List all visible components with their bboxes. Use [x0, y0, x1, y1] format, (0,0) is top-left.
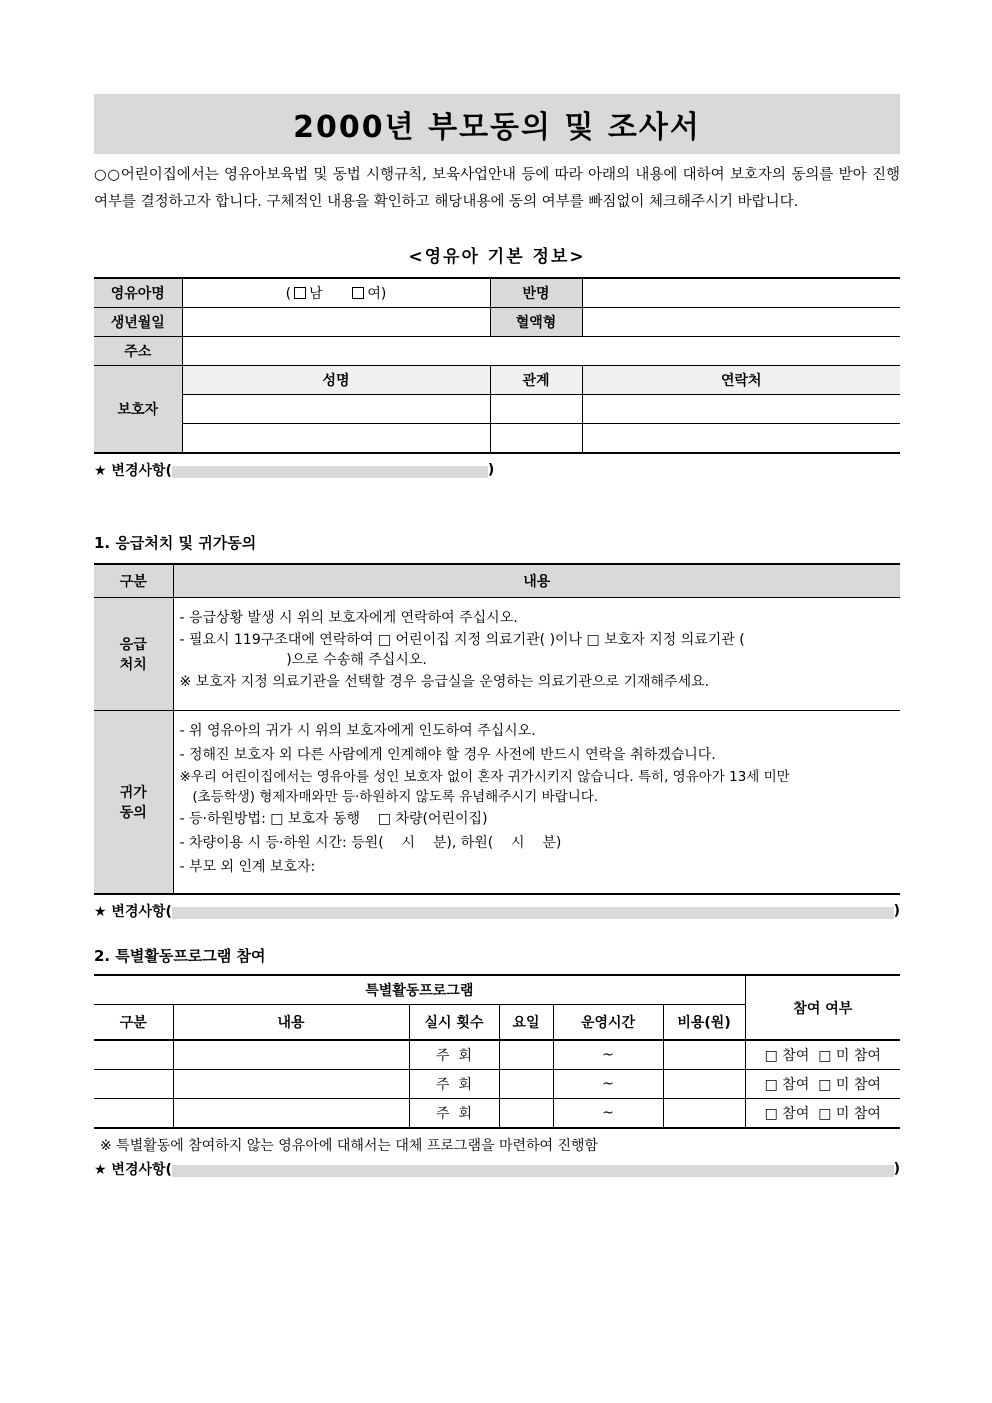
return-home-label-line2: 동의: [119, 805, 147, 821]
basic-info-table: [94, 277, 900, 454]
program-count-field[interactable]: 주 회: [409, 1070, 499, 1099]
male-label: 남: [309, 286, 323, 302]
program-time-field[interactable]: ~: [553, 1099, 663, 1129]
female-label: 여): [367, 286, 387, 302]
basic-info-heading: <영유아 기본 정보>: [408, 247, 586, 267]
section2-heading: 2. 특별활동프로그램 참여: [94, 947, 266, 965]
s1-category-header: 구분: [94, 564, 173, 598]
s2-time-header: 운영시간: [553, 1005, 663, 1041]
program-count-field[interactable]: 주 회: [409, 1040, 499, 1070]
section1-table: [94, 563, 900, 895]
s2-content-header: 내용: [173, 1005, 409, 1041]
return-home-line: ※우리 어린이집에서는 영유아를 성인 보호자 없이 혼자 귀가시키지 않습니다. 특히, 영유아가 13세 미만: [179, 769, 790, 785]
return-home-line: - 등·하원방법: □ 보호자 동행 □ 차량(어린이집): [179, 811, 488, 827]
emergency-label: [94, 598, 173, 711]
change-note-section1: [94, 901, 900, 921]
participation-checkboxes[interactable]: □ 참여 □ 미 참여: [745, 1099, 900, 1129]
s2-day-header: 요일: [499, 1005, 553, 1041]
change-close: ): [893, 903, 900, 919]
change-input[interactable]: [172, 466, 488, 478]
emergency-label-line2: 처치: [119, 657, 147, 673]
section2-table: [94, 974, 900, 1129]
guardian-name-field[interactable]: [182, 424, 490, 454]
table-row: [94, 1040, 900, 1070]
return-home-label-line1: 귀가: [119, 785, 147, 801]
program-cost-field[interactable]: [663, 1099, 745, 1129]
birth-label: 생년월일: [94, 308, 182, 337]
guardian-name-field[interactable]: [182, 395, 490, 424]
change-note-section2: [94, 1159, 900, 1179]
male-checkbox[interactable]: [294, 287, 306, 299]
class-label: 반명: [490, 278, 582, 308]
program-cost-field[interactable]: [663, 1070, 745, 1099]
section1-heading: 1. 응급처치 및 귀가동의: [94, 534, 257, 552]
consent-form: [94, 94, 900, 1179]
change-label: ★ 변경사항(: [94, 463, 172, 479]
program-content-field[interactable]: [173, 1099, 409, 1129]
emergency-line: - 응급상황 발생 시 위의 보호자에게 연락하여 주십시오.: [179, 610, 518, 626]
gender-open: (: [285, 286, 292, 302]
guardian-contact-field[interactable]: [582, 395, 900, 424]
return-home-line: - 차량이용 시 등·하원 시간: 등원( 시 분), 하원( 시 분): [179, 835, 562, 851]
emergency-content: [173, 598, 900, 711]
change-note-basic: [94, 460, 900, 480]
return-home-label: [94, 711, 173, 895]
address-field[interactable]: [182, 337, 900, 366]
return-home-content: [173, 711, 900, 895]
program-day-field[interactable]: [499, 1099, 553, 1129]
page-title: 2000년 부모동의 및 조사서: [94, 94, 900, 154]
guardian-contact-field[interactable]: [582, 424, 900, 454]
s2-cost-header: 비용(원): [663, 1005, 745, 1041]
blood-type-field[interactable]: [582, 308, 900, 337]
return-home-line: (초등학생) 형제자매와만 등·하원하지 않도록 유념해주시기 바랍니다.: [179, 789, 599, 805]
female-checkbox[interactable]: [352, 287, 364, 299]
guardian-label: 보호자: [94, 366, 182, 454]
program-group-header: 특별활동프로그램: [94, 975, 745, 1005]
participation-checkboxes[interactable]: □ 참여 □ 미 참여: [745, 1040, 900, 1070]
table-row: [94, 1099, 900, 1129]
section2-note: ※ 특별활동에 참여하지 않는 영유아에 대해서는 대체 프로그램을 마련하여 진행함: [100, 1138, 599, 1154]
blood-type-label: 혈액형: [490, 308, 582, 337]
birth-field[interactable]: [182, 308, 490, 337]
address-label: 주소: [94, 337, 182, 366]
program-content-field[interactable]: [173, 1070, 409, 1099]
program-category-field[interactable]: [94, 1099, 173, 1129]
program-content-field[interactable]: [173, 1040, 409, 1070]
program-day-field[interactable]: [499, 1040, 553, 1070]
change-close: ): [893, 1161, 900, 1177]
guardian-name-header: 성명: [182, 366, 490, 395]
s2-category-header: 구분: [94, 1005, 173, 1041]
program-cost-field[interactable]: [663, 1040, 745, 1070]
change-close: ): [487, 462, 495, 478]
class-field[interactable]: [582, 278, 900, 308]
program-category-field[interactable]: [94, 1040, 173, 1070]
participation-header: 참여 여부: [745, 975, 900, 1040]
program-day-field[interactable]: [499, 1070, 553, 1099]
guardian-contact-header: 연락처: [582, 366, 900, 395]
guardian-relation-header: 관계: [490, 366, 582, 395]
child-name-label: 영유아명: [94, 278, 182, 308]
return-home-line: - 정해진 보호자 외 다른 사람에게 인계해야 할 경우 사전에 반드시 연락을 취하겠습니다.: [179, 747, 716, 763]
guardian-relation-field[interactable]: [490, 395, 582, 424]
change-input[interactable]: [172, 1165, 894, 1177]
emergency-line: )으로 수송해 주십시오.: [179, 652, 427, 668]
participation-checkboxes[interactable]: □ 참여 □ 미 참여: [745, 1070, 900, 1099]
table-row: [94, 1070, 900, 1099]
emergency-line: ※ 보호자 지정 의료기관을 선택할 경우 응급실을 운영하는 의료기관으로 기재해주세요.: [179, 674, 710, 690]
program-count-field[interactable]: 주 회: [409, 1099, 499, 1129]
program-time-field[interactable]: ~: [553, 1070, 663, 1099]
change-label: ★ 변경사항(: [94, 1162, 172, 1178]
return-home-line: - 부모 외 인계 보호자:: [179, 859, 316, 875]
guardian-relation-field[interactable]: [490, 424, 582, 454]
child-name-field[interactable]: [182, 278, 490, 308]
change-label: ★ 변경사항(: [94, 904, 172, 920]
program-time-field[interactable]: ~: [553, 1040, 663, 1070]
program-category-field[interactable]: [94, 1070, 173, 1099]
emergency-line: - 필요시 119구조대에 연락하여 □ 어린이집 지정 의료기관( )이나 □ 보호자 지정 의료기관 (: [179, 632, 745, 648]
return-home-line: - 위 영유아의 귀가 시 위의 보호자에게 인도하여 주십시오.: [179, 723, 536, 739]
change-input[interactable]: [172, 907, 894, 919]
s1-content-header: 내용: [173, 564, 900, 598]
emergency-label-line1: 응급: [119, 637, 147, 653]
s2-count-header: 실시 횟수: [409, 1005, 499, 1041]
intro-paragraph: ○○어린이집에서는 영유아보육법 및 동법 시행규칙, 보육사업안내 등에 따라 아래의 내용에 대하여 보호자의 동의를 받아 진행 여부를 결정하고자 합니다. 구체적인 내용을 확인하고 해당내용에 동의 여부를 빠짐없이 체크해주시기 바랍니다.: [94, 167, 900, 210]
